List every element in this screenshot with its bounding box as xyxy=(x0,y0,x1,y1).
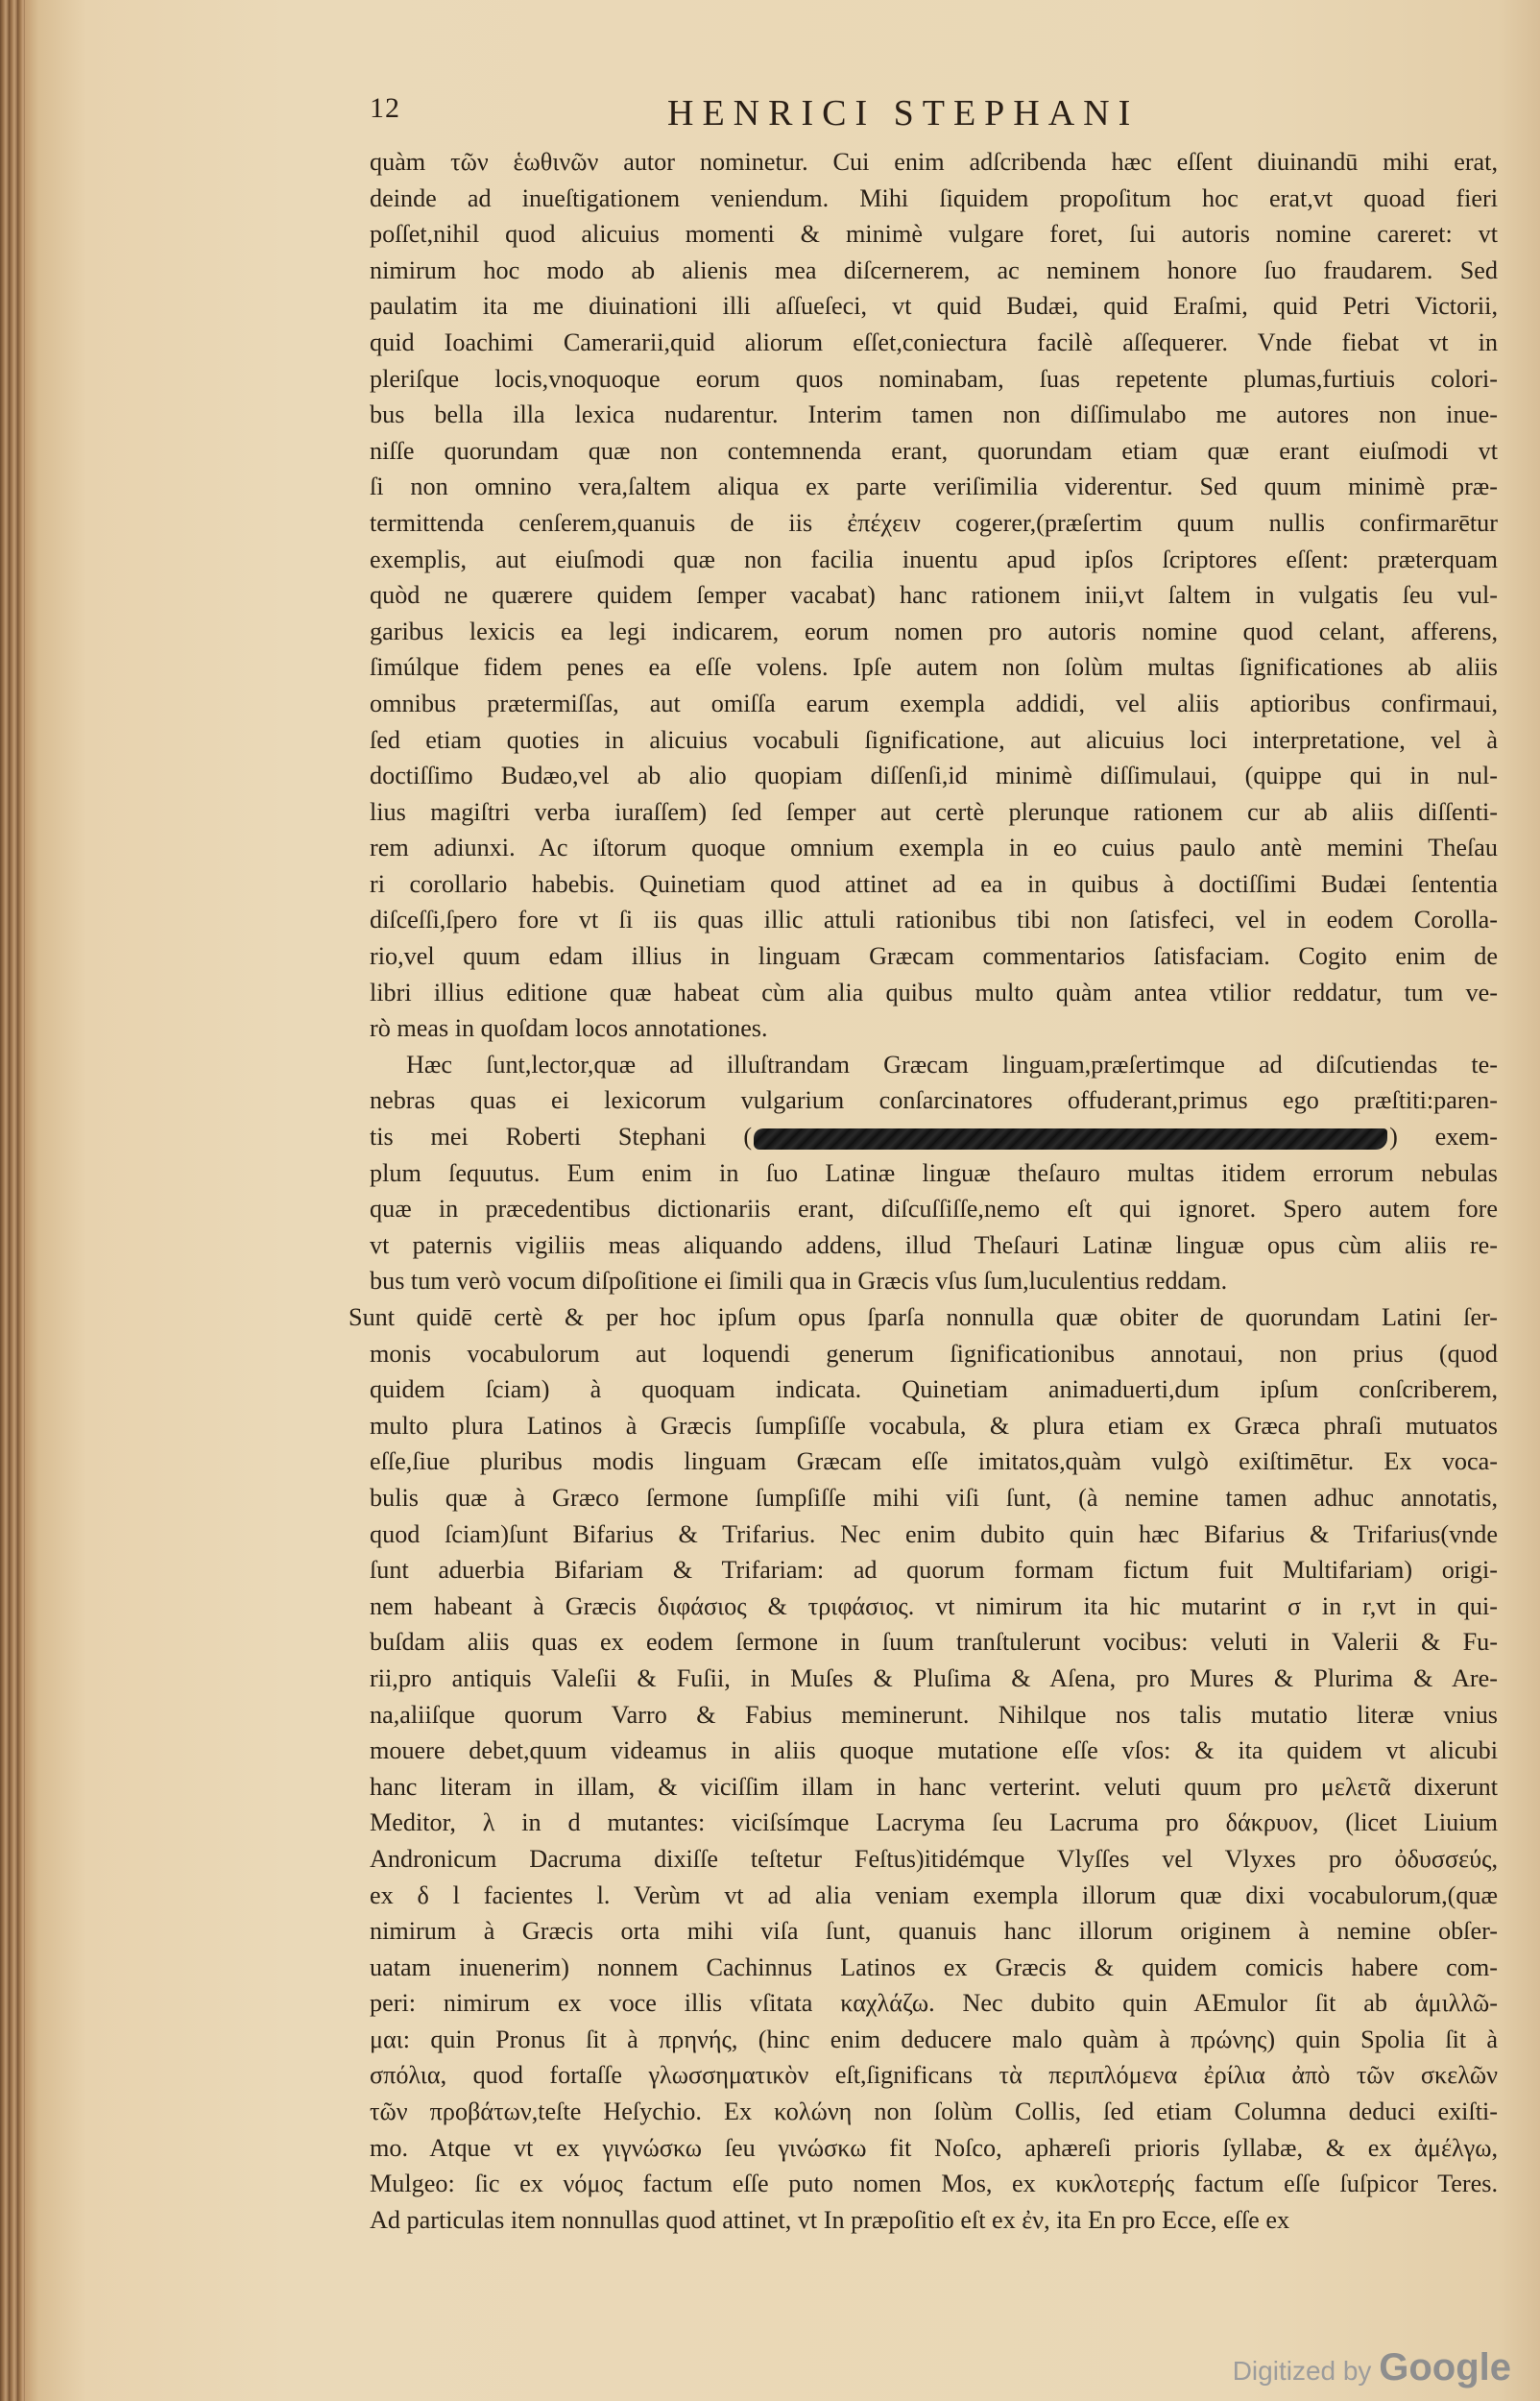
digitized-by-google-watermark xyxy=(1233,2346,1511,2389)
text-line: paulatim ita me diuinationi illi aſſueſeci, vt quid Budæi, quid Eraſmi, quid Petri Victorii, xyxy=(370,292,1498,321)
text-line: vt paternis vigiliis meas aliquando addens, illud Theſauri Latinæ linguæ opus cùm aliis re- xyxy=(370,1230,1498,1259)
text-line: mo. Atque vt ex γιγνώσκω ſeu γινώσκω fit Noſco, aphæreſi prioris ſyllabæ, & ex ἀμέλγω, xyxy=(370,2133,1498,2162)
text-line: poſſet,nihil quod alicuius momenti & minimè vulgare foret, ſui autoris nomine careret: vt xyxy=(370,220,1498,249)
text-line: monis vocabulorum aut loquendi generum ſignificationibus annotaui, non prius (quod xyxy=(370,1339,1498,1368)
text-line: na,aliiſque quorum Varro & Fabius meminerunt. Nihilque nos talis mutatio literæ vnius xyxy=(370,1700,1498,1729)
text-line: nem habeant à Græcis διφάσιος & τριφάσιος. vt nimirum ita hic mutarint σ in r,vt in qui- xyxy=(370,1591,1498,1620)
google-logo-text: Google xyxy=(1379,2346,1511,2389)
paragraph-2-continued xyxy=(370,1155,1498,1264)
digitized-label: Digitized by xyxy=(1232,2356,1372,2386)
text-line: bulis quæ à Græco ſermone ſumpſiſſe mihi viſi ſunt, (à nemine tamen adhuc annotatis, xyxy=(370,1483,1498,1512)
text-line: quòd ne quærere quidem ſemper vacabat) hanc rationem inii,vt ſaltem in vulgatis ſeu vul- xyxy=(370,581,1498,610)
text-line: bus bella illa lexica nudarentur. Interim tamen non diſſimulabo me autores non inue- xyxy=(370,400,1498,429)
text-line: ſimúlque fidem penes ea eſſe volens. Ipſe autem non ſolùm multas ſignificationes ab aliis xyxy=(370,653,1498,682)
text-line: rio,vel quum edam illius in linguam Græcam commentarios ſatisfaciam. Cogito enim de xyxy=(370,942,1498,971)
running-head: HENRICI STEPHANI xyxy=(667,93,1140,133)
text-line: pleriſque locis,vnoquoque eorum quos nominabam, ſuas repetente plumas,furtiuis colori- xyxy=(370,364,1498,393)
text-line: buſdam aliis quas ex eodem ſermone in ſuum tranſtulerunt vocibus: veluti in Valerii & Fu- xyxy=(370,1628,1498,1657)
text-line: diſceſſi,ſpero fore vt ſi iis quas illic attuli rationibus tibi non ſatisfeci, vel in eodem Corolla- xyxy=(370,906,1498,934)
text-line: rii,pro antiquis Valeſii & Fuſii, in Muſes & Pluſima & Aſena, pro Mures & Plurima & Are- xyxy=(370,1663,1498,1692)
text-fragment: tis mei Roberti Stephani ( xyxy=(370,1123,753,1152)
text-line: plum ſequutus. Eum enim in ſuo Latinæ linguæ theſauro multas itidem errorum nebulas xyxy=(370,1158,1498,1187)
text-line: quàm τῶν ἑωθινῶν autor nominetur. Cui enim adſcribenda hæc eſſent diuinandū mihi erat, xyxy=(370,148,1498,176)
text-line: nebras quas ei lexicorum vulgarium conſarcinatores offuderant,primus ego præſtiti:paren- xyxy=(370,1086,1498,1115)
text-line: quæ in præcedentibus dictionariis erant, diſcuſſiſſe,nemo eſt qui ignoret. Spero autem fore xyxy=(370,1195,1498,1224)
text-line: uatam inuenerim) nonnem Cachinnus Latinos ex Græcis & quidem comicis habere com- xyxy=(370,1952,1498,1981)
text-line: rem adiunxi. Ac iſtorum quoque omnium exempla in eo cuius paulo antè memini Theſau xyxy=(370,834,1498,862)
text-line: bus tum verò vocum diſpoſitione ei ſimili qua in Græcis vſus ſum,luculentius reddam. xyxy=(370,1267,1228,1296)
page-header xyxy=(370,92,1493,140)
text-line: eſſe,ſiue pluribus modis linguam Græcam eſſe imitatos,quàm vulgò exiſtimētur. Ex voca- xyxy=(370,1447,1498,1476)
text-fragment: ) exem- xyxy=(1389,1123,1498,1152)
text-line: σπόλια, quod fortaſſe γλωσσηματικὸν eſt,ſignificans τὰ περιπλόμενα ἐρίλια ἀπὸ τῶν σκελῶν xyxy=(370,2061,1498,2090)
text-line: μαι: quin Pronus ſit à πρηνής, (hinc enim deducere malo quàm à πρώνης) quin Spolia ſit à xyxy=(370,2025,1498,2053)
text-line: Ad particulas item nonnullas quod attinet, vt In præpoſitio eſt ex ἐν, ita En pro Ecce, eſſe ex xyxy=(370,2205,1290,2234)
text-line: nimirum hoc modo ab alienis mea diſcernerem, ac neminem honore ſuo fraudarem. Sed xyxy=(370,255,1498,284)
text-line: libri illius editione quæ habeat cùm alia quibus multo quàm antea vtilior reddatur, tum ve- xyxy=(370,978,1498,1006)
text-line: quod ſciam)ſunt Bifarius & Trifarius. Nec enim dubito quin hæc Bifarius & Trifarius(vnde xyxy=(370,1519,1498,1548)
text-line: exemplis, aut eiuſmodi quæ non facilia inuentu apud ipſos ſcriptores eſſent: præterquam xyxy=(370,545,1498,573)
text-line: Hæc ſunt,lector,quæ ad illuſtrandam Græcam linguam,præſertimque ad diſcutiendas te- xyxy=(406,1050,1498,1079)
paragraph-3 xyxy=(370,1336,1498,2202)
text-line: niſſe quorundam quæ non contemnenda erant, quorundam etiam quæ erant eiuſmodi vt xyxy=(370,436,1498,465)
paragraph-1 xyxy=(370,144,1498,1010)
text-line: nimirum à Græcis orta mihi viſa ſunt, quanuis hanc illorum originem à nemine obſer- xyxy=(370,1917,1498,1946)
text-line: peri: nimirum ex voce illis vſitata καχλάζω. Nec dubito quin AEmulor ſit ab ἁμιλλῶ- xyxy=(370,1989,1498,2018)
text-line: mouere debet,quum videamus in aliis quoque mutatione eſſe vſos: & ita quidem vt alicubi xyxy=(370,1736,1498,1765)
text-line: quidem ſciam) à quoquam indicata. Quinetiam animaduerti,dum ipſum conſcriberem, xyxy=(370,1375,1498,1404)
text-line: ſunt aduerbia Bifariam & Trifariam: ad quorum formam fictum fuit Multifariam) origi- xyxy=(370,1556,1498,1585)
text-line: ri corollario habebis. Quinetiam quod attinet ad ea in quibus à doctiſſimi Budæi ſententia xyxy=(370,869,1498,898)
text-line-with-redaction xyxy=(370,1119,1498,1155)
text-line: Meditor, λ in d mutantes: viciſsímque Lacryma ſeu Lacruma pro δάκρυον, (licet Liuium xyxy=(370,1808,1498,1837)
text-line: doctiſſimo Budæo,vel ab alio quopiam diſſenſi,id minimè diſſimulaui, (quippe qui in nul- xyxy=(370,762,1498,790)
ink-redaction xyxy=(754,1128,1387,1150)
text-line: deinde ad inueſtigationem veniendum. Mihi ſiquidem propoſitum hoc erat,vt quoad fieri xyxy=(370,183,1498,212)
text-line: multo plura Latinos à Græcis ſumpſiſſe vocabula, & plura etiam ex Græca phraſi mutuatos xyxy=(370,1411,1498,1440)
text-line: termittenda cenſerem,quanuis de iis ἐπέχειν cogerer,(præſertim quum nullis confirmarētur xyxy=(370,508,1498,537)
text-line: ſed etiam quoties in alicuius vocabuli ſignificatione, aut alicuius loci interpretatione, vel à xyxy=(370,725,1498,754)
text-line: omnibus prætermiſſas, aut omiſſa earum exempla addidi, vel aliis aptioribus confirmaui, xyxy=(370,689,1498,717)
text-line: ſi non omnino vera,ſaltem aliqua ex parte veriſimilia viderentur. Sed quum minimè præ- xyxy=(370,473,1498,501)
text-line: quid Ioachimi Camerarii,quid aliorum eſſet,coniectura facilè aſſequerer. Vnde fiebat vt in xyxy=(370,327,1498,356)
body-text xyxy=(349,144,1498,2238)
book-binding-edge xyxy=(0,0,25,2401)
text-line: τῶν προβάτων,teſte Heſychio. Ex κολώνη non ſolùm Collis, ſed etiam Columna deduci exiſti- xyxy=(370,2098,1498,2126)
text-line: Sunt quidē certè & per hoc ipſum opus ſparſa nonnulla quæ obiter de quorundam Latini ſer- xyxy=(349,1303,1498,1331)
text-line: lius magiſtri verba iuraſſem) ſed ſemper aut certè plerunque rationem cur ab aliis diſſenti- xyxy=(370,797,1498,826)
text-line: garibus lexicis ea legi indicarem, eorum nomen pro autoris nomine quod celant, afferens, xyxy=(370,617,1498,645)
text-line: ex δ l facientes l. Verùm vt ad alia veniam exempla illorum quæ dixi vocabulorum,(quæ xyxy=(370,1880,1498,1909)
text-line: Andronicum Dacruma dixiſſe teſtetur Feſtus)itidémque Vlyſſes vel Vlyxes pro ὀδυσσεύς, xyxy=(370,1844,1498,1873)
text-line: rò meas in quoſdam locos annotationes. xyxy=(370,1014,768,1043)
text-line: Mulgeo: ſic ex νόμος factum eſſe puto nomen Mos, ex κυκλοτερής factum eſſe ſuſpicor Teres. xyxy=(370,2170,1498,2198)
text-line: hanc literam in illam, & viciſſim illam in hanc verterint. veluti quum pro μελετᾶ dixerunt xyxy=(370,1772,1498,1801)
page-number: 12 xyxy=(370,92,400,124)
